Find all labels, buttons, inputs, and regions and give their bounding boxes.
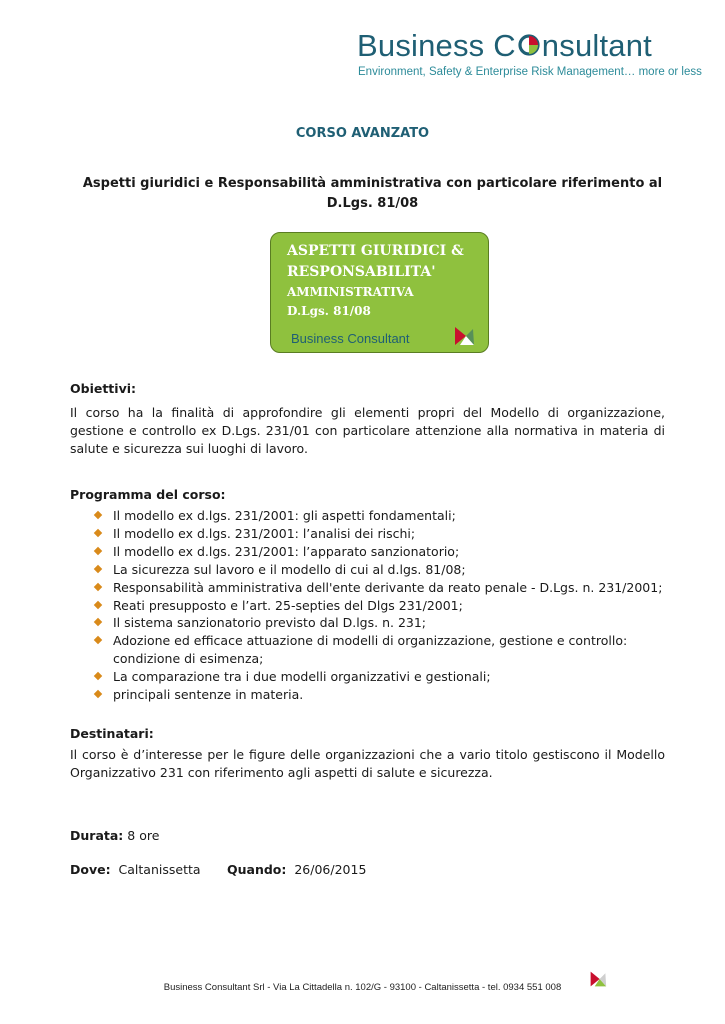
audience-heading: Destinatari: xyxy=(70,726,154,741)
footer-address: Business Consultant Srl - Via La Cittadella n. 102/G - 93100 - Caltanissetta - tel. 0934 551 008 xyxy=(163,982,562,993)
diamond-bullet-icon xyxy=(94,582,102,590)
program-item-text: Il modello ex d.lgs. 231/2001: gli aspetti fondamentali; xyxy=(113,508,456,523)
diamond-bullet-icon xyxy=(94,600,102,608)
course-kind: CORSO AVANZATO xyxy=(295,126,430,141)
brand-o-mark-icon xyxy=(517,33,541,57)
brand-tagline: Environment, Safety & Enterprise Risk Management… more or less xyxy=(358,66,702,78)
objectives-heading: Obiettivi: xyxy=(70,381,137,396)
objectives-text: Il corso ha la finalità di approfondire gli elementi propri del Modello di organizzazione, gestione e controllo ex D.Lgs. 231/01 con particolare attenzione alla normativa in materia di salute e sicurezza sui luoghi di lavoro. xyxy=(70,405,665,456)
where-when-row xyxy=(70,862,201,877)
diamond-bullet-icon xyxy=(94,564,102,572)
program-item-text: Reati presupposto e l’art. 25-septies del Dlgs 231/2001; xyxy=(113,597,463,613)
program-heading: Programma del corso: xyxy=(70,487,226,502)
program-list xyxy=(92,507,692,704)
banner-brand: Business Consultant xyxy=(291,331,410,346)
program-item xyxy=(92,597,692,615)
diamond-bullet-icon xyxy=(94,511,102,519)
brand-logo xyxy=(357,28,652,64)
banner-line-2: RESPONSABILITA' xyxy=(287,264,436,280)
program-item-text: La sicurezza sul lavoro e il modello di cui al d.lgs. 81/08; xyxy=(113,561,466,577)
duration-value: 8 ore xyxy=(127,828,160,843)
program-item-text: principali sentenze in materia. xyxy=(113,687,304,703)
when-row xyxy=(227,862,366,877)
program-item xyxy=(92,632,692,668)
program-item-text: Responsabilità amministrativa dell'ente derivante da reato penale - D.Lgs. n. 231/2001; xyxy=(113,579,663,595)
where-label: Dove: xyxy=(70,862,111,877)
brand-name-part2: nsultant xyxy=(541,28,652,63)
audience-text: Il corso è d’interesse per le figure delle organizzazioni che a vario titolo gestiscono il Modello Organizzativo 231 con riferimento agli aspetti di salute e sicurezza. xyxy=(70,747,665,780)
program-item xyxy=(92,507,692,525)
program-item-text: Il modello ex d.lgs. 231/2001: l’apparato sanzionatorio; xyxy=(113,543,460,559)
course-title: Aspetti giuridici e Responsabilità amministrativa con particolare riferimento al D.Lgs. 81/08 xyxy=(82,176,663,211)
banner-line-3: AMMINISTRATIVA xyxy=(287,285,414,299)
program-item-text: La comparazione tra i due modelli organizzativi e gestionali; xyxy=(113,669,491,685)
program-item-text: Adozione ed efficace attuazione di modelli di organizzazione, gestione e controllo: condizione di esimenza; xyxy=(113,633,628,667)
when-value: 26/06/2015 xyxy=(294,862,367,877)
duration-row xyxy=(70,828,159,843)
program-item xyxy=(92,579,692,597)
program-item xyxy=(92,686,692,704)
where-value: Caltanissetta xyxy=(118,862,201,877)
diamond-bullet-icon xyxy=(94,690,102,698)
diamond-bullet-icon xyxy=(94,618,102,626)
duration-label: Durata: xyxy=(70,828,124,843)
diamond-bullet-icon xyxy=(94,547,102,555)
banner-line-1: ASPETTI GIURIDICI & xyxy=(287,243,464,259)
brand-mark-icon xyxy=(453,325,475,347)
program-item-text: Il modello ex d.lgs. 231/2001: l’analisi dei rischi; xyxy=(113,525,416,541)
program-item xyxy=(92,668,692,686)
program-item xyxy=(92,525,692,543)
diamond-bullet-icon xyxy=(94,529,102,537)
brand-name-part1: Business C xyxy=(357,28,516,63)
program-item xyxy=(92,614,692,632)
course-banner xyxy=(270,232,489,353)
program-item xyxy=(92,561,692,579)
program-item xyxy=(92,543,692,561)
banner-line-4: D.Lgs. 81/08 xyxy=(287,304,371,318)
program-item-text: Il sistema sanzionatorio previsto dal D.lgs. n. 231; xyxy=(113,615,427,631)
diamond-bullet-icon xyxy=(94,636,102,644)
when-label: Quando: xyxy=(227,862,287,877)
diamond-bullet-icon xyxy=(94,672,102,680)
